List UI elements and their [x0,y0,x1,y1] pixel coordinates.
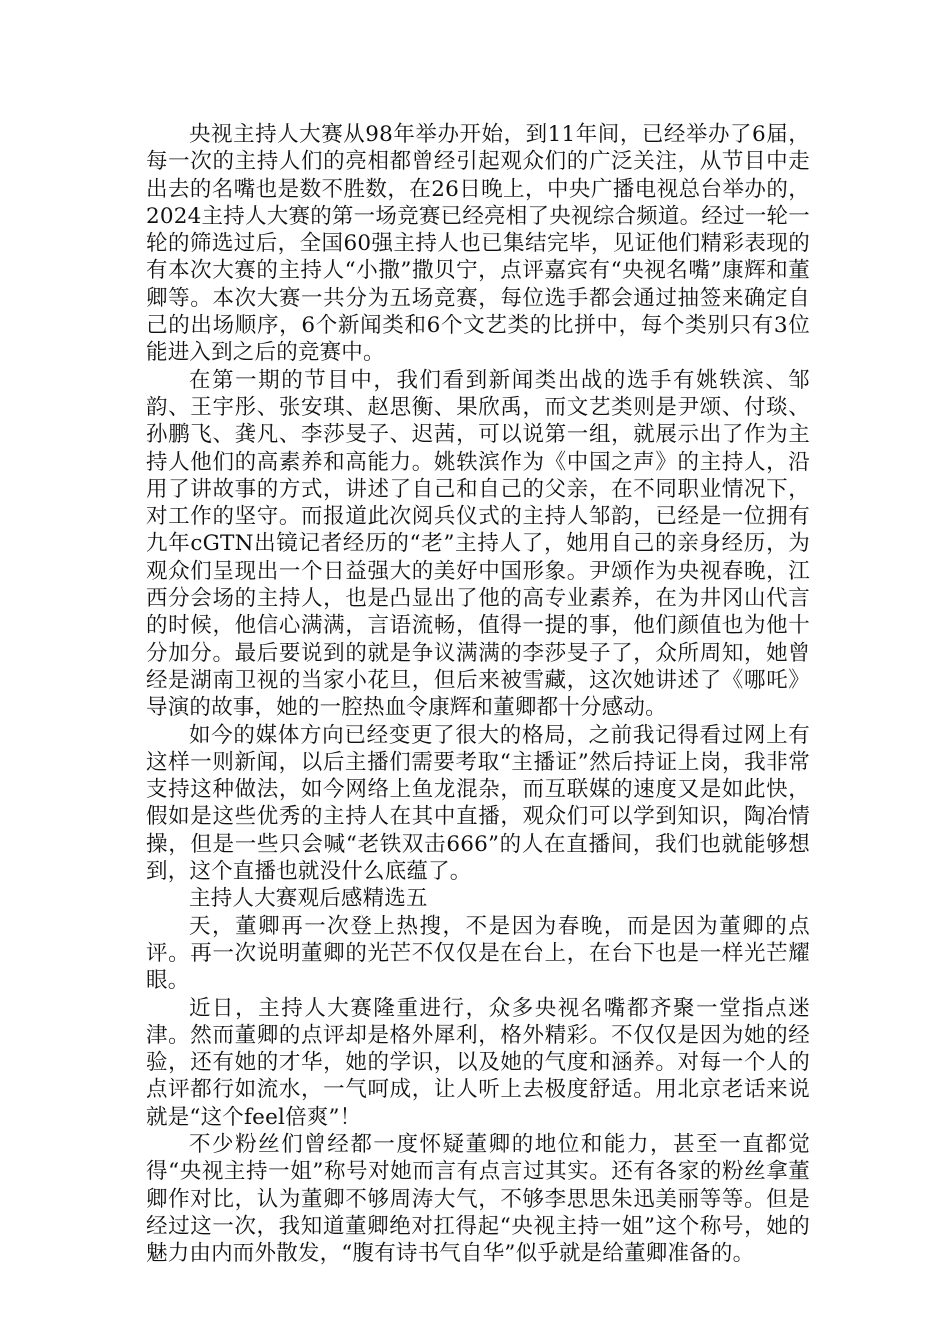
paragraph-dongqing-comments: 近日，主持人大赛隆重进行，众多央视名嘴都齐聚一堂指点迷津。然而董卿的点评却是格外犀利，格外精彩。不仅仅是因为她的经验，还有她的才华，她的学识，以及她的气度和涵养。对每一个人的点评都行如流水，一气呵成，让人听上去极度舒适。用北京老话来说就是“这个feel倍爽”！ [146,995,810,1130]
paragraph-dongqing-trending: 天，董卿再一次登上热搜，不是因为春晚，而是因为董卿的点评。再一次说明董卿的光芒不仅仅是在台上，在台下也是一样光芒耀眼。 [146,913,810,994]
section-heading: 主持人大赛观后感精选五 [189,886,428,912]
article-body [146,121,810,1267]
paragraph-first-episode: 在第一期的节目中，我们看到新闻类出战的选手有姚轶滨、邹韵、王宇彤、张安琪、赵思衡、果欣禹，而文艺类则是尹颂、付琰、孙鹏飞、龚凡、李莎旻子、迟茜，可以说第一组，就展示出了作为主持人他们的高素养和高能力。姚轶滨作为《中国之声》的主持人，沿用了讲故事的方式，讲述了自己和自己的父亲，在不同职业情况下，对工作的坚守。而报道此次阅兵仪式的主持人邹韵，已经是一位拥有九年cGTN出镜记者经历的“老”主持人了，她用自己的亲身经历，为观众们呈现出一个日益强大的美好中国形象。尹颂作为央视春晚，江西分会场的主持人，也是凸显出了他的高专业素养，在为井冈山代言的时候，他信心满满，言语流畅，值得一提的事，他们颜值也为他十分加分。最后要说到的就是争议满满的李莎旻子了，众所周知，她曾经是湖南卫视的当家小花旦，但后来被雪藏，这次她讲述了《哪吒》导演的故事，她的一腔热血令康辉和董卿都十分感动。 [146,367,810,721]
paragraph-dongqing-fans: 不少粉丝们曾经都一度怀疑董卿的地位和能力，甚至一直都觉得“央视主持一姐”称号对她而言有点言过其实。还有各家的粉丝拿董卿作对比，认为董卿不够周涛大气，不够李思思朱迅美丽等等。但是经过这一次，我知道董卿绝对扛得起“央视主持一姐”这个称号，她的魅力由内而外散发，“腹有诗书气自华”似乎就是给董卿准备的。 [146,1131,810,1267]
paragraph-intro: 央视主持人大赛从98年举办开始，到11年间，已经举办了6届，每一次的主持人们的亮相都曾经引起观众们的广泛关注，从节目中走出去的名嘴也是数不胜数，在26日晚上，中央广播电视总台举办的，2024主持人大赛的第一场竞赛已经亮相了央视综合频道。经过一轮一轮的筛选过后，全国60强主持人也已集结完毕，见证他们精彩表现的有本次大赛的主持人“小撒”撒贝宁，点评嘉宾有“央视名嘴”康辉和董卿等。本次大赛一共分为五场竞赛，每位选手都会通过抽签来确定自己的出场顺序，6个新闻类和6个文艺类的比拼中，每个类别只有3位能进入到之后的竞赛中。 [146,122,810,366]
paragraph-media-direction: 如今的媒体方向已经变更了很大的格局，之前我记得看过网上有这样一则新闻，以后主播们需要考取“主播证”然后持证上岗，我非常支持这种做法，如今网络上鱼龙混杂，而互联媒的速度又是如此快，假如是这些优秀的主持人在其中直播，观众们可以学到知识，陶冶情操，但是一些只会喊“老铁双击666”的人在直播间，我们也就能够想到，这个直播也就没什么底蕴了。 [146,722,810,885]
